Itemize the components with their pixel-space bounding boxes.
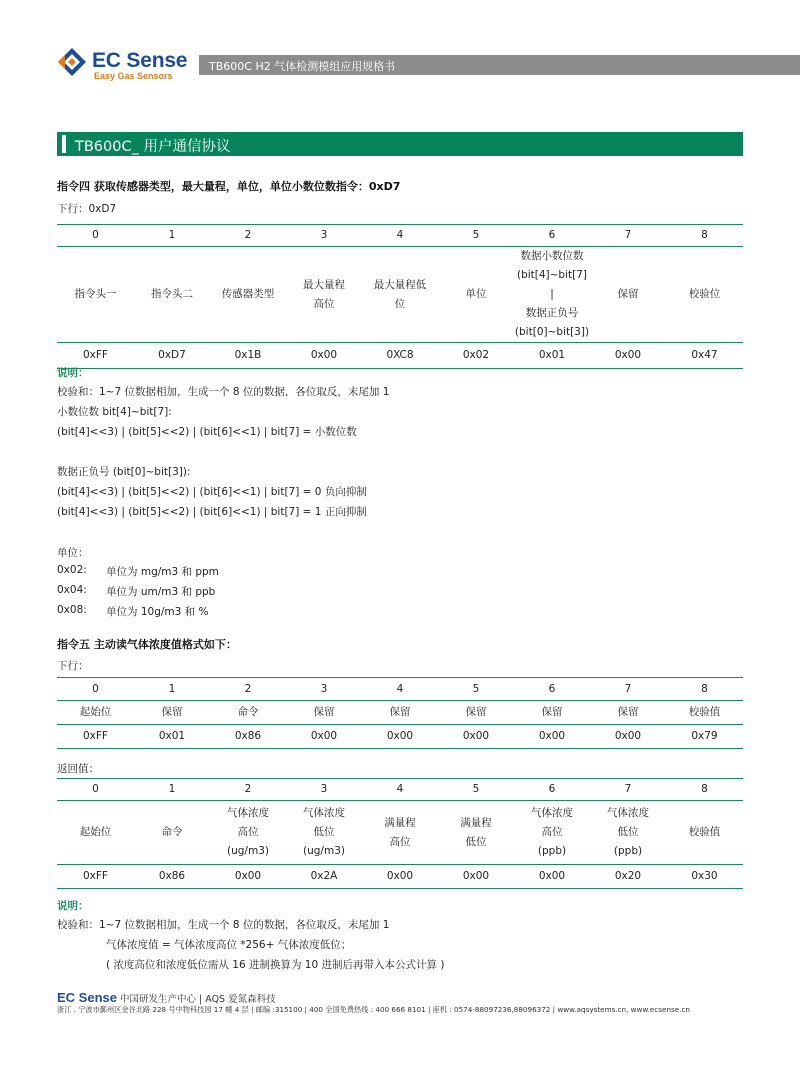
cmd5-down-name-cell: 保留 — [590, 701, 666, 725]
cmd5-down-index-cell: 5 — [438, 678, 514, 701]
cmd4-index-cell: 6 — [514, 225, 590, 247]
cmd4-name-line: 数据正负号 — [525, 307, 579, 319]
cmd4-name-cell — [666, 247, 743, 343]
cmd5-down-value-cell: 0x79 — [666, 725, 743, 749]
cmd5-ret-name-line: 校验值 — [688, 826, 721, 838]
cmd4-name-cell — [438, 247, 514, 343]
cmd5-ret-value-cell: 0xFF — [57, 865, 134, 889]
cmd5-ret-name-cell — [134, 801, 210, 865]
cmd4-name-line: 传感器类型 — [221, 288, 275, 300]
cmd5-ret-name-line: 起始位 — [79, 826, 112, 838]
cmd5-down-index-cell: 2 — [210, 678, 286, 701]
cmd4-name-cell — [286, 247, 362, 343]
cmd5-down-name-cell: 保留 — [362, 701, 438, 725]
cmd4-value-cell: 0xFF — [57, 343, 134, 369]
cmd5-ret-name-cell — [210, 801, 286, 865]
cmd4-value-cell: 0x02 — [438, 343, 514, 369]
cmd4-sign-positive: (bit[4]<<3) | (bit[5]<<2) | (bit[6]<<1) | bit[7] = 1 正向抑制 — [57, 506, 367, 518]
brand-tagline: Easy Gas Sensors — [94, 71, 173, 81]
cmd4-name-cell — [514, 247, 590, 343]
cmd5-ret-index-cell: 8 — [666, 779, 743, 801]
cmd5-ret-name-cell — [590, 801, 666, 865]
cmd5-ret-index-cell: 7 — [590, 779, 666, 801]
cmd5-down-value-cell: 0x86 — [210, 725, 286, 749]
unit-description: 单位为 10g/m3 和 % — [106, 606, 209, 618]
cmd5-ret-name-cell — [286, 801, 362, 865]
cmd5-ret-index-cell: 1 — [134, 779, 210, 801]
cmd5-down-name-cell: 保留 — [286, 701, 362, 725]
cmd5-down-value-cell: 0x01 — [134, 725, 210, 749]
cmd5-down-value-row — [57, 725, 743, 749]
unit-code: 0x02: — [57, 564, 87, 576]
cmd4-name-cell — [362, 247, 438, 343]
unit-code: 0x04: — [57, 584, 87, 596]
cmd5-down-name-cell: 校验值 — [666, 701, 743, 725]
cmd5-ret-name-line: 气体浓度 — [607, 807, 649, 819]
cmd5-ret-name-cell — [666, 801, 743, 865]
cmd4-name-line: (bit[4]~bit[7] | — [516, 269, 588, 300]
cmd5-checksum-line: 校验和：1~7 位数据相加，生成一个 8 位的数据，各位取反，末尾加 1 — [57, 919, 390, 931]
document-title: TB600C H2 气体检测模组应用规格书 — [209, 60, 396, 73]
cmd5-ret-name-line: (ppb) — [613, 845, 643, 857]
cmd5-ret-name-cell — [514, 801, 590, 865]
cmd5-note-label: 说明： — [57, 900, 89, 912]
cmd5-ret-name-line: 低位 — [617, 826, 639, 838]
cmd4-name-cell — [210, 247, 286, 343]
cmd5-ret-name-line: 气体浓度 — [227, 807, 269, 819]
cmd5-down-index-cell: 3 — [286, 678, 362, 701]
footer-brand: EC Sense — [57, 990, 117, 1005]
cmd4-name-line: 高位 — [313, 297, 335, 310]
cmd5-ret-name-line: 满量程 — [384, 816, 416, 829]
cmd4-downlink: 下行：0xD7 — [57, 203, 117, 215]
cmd4-value-cell: 0x47 — [666, 343, 743, 369]
cmd5-ret-name-line: (ug/m3) — [303, 845, 345, 857]
cmd5-down-name-cell: 起始位 — [57, 701, 134, 725]
cmd5-ret-name-line: 高位 — [541, 826, 563, 838]
unit-code: 0x08: — [57, 604, 87, 616]
cmd5-ret-name-line: 低位 — [465, 835, 487, 848]
footer-company — [57, 990, 276, 1005]
cmd4-name-line: 数据小数位数 — [520, 250, 584, 262]
cmd5-ret-value-cell: 0x00 — [362, 865, 438, 889]
cmd5-ret-index-cell: 4 — [362, 779, 438, 801]
cmd5-formula-hint: ( 浓度高位和浓度低位需从 16 进制换算为 10 进制后再带入本公式计算 ) — [106, 959, 445, 971]
cmd5-down-name-cell: 保留 — [134, 701, 210, 725]
cmd4-sign-title: 数据正负号 (bit[0]~bit[3]): — [57, 466, 191, 478]
cmd5-ret-name-cell — [362, 801, 438, 865]
unit-description: 单位为 um/m3 和 ppb — [106, 586, 216, 598]
cmd4-name-line: 指令头一 — [74, 288, 117, 300]
cmd4-value-cell: 0XC8 — [362, 343, 438, 369]
cmd5-downlink: 下行： — [57, 660, 89, 672]
cmd5-down-name-cell: 命令 — [210, 701, 286, 725]
cmd4-name-line: 校验位 — [688, 288, 721, 300]
cmd5-ret-name-line: (ppb) — [537, 845, 567, 857]
footer-address: 浙江 . 宁波市鄞州区金谷北路 228 号中物科技园 17 幢 4 层 | 邮编 :315100 | 400 全国免费热线 : 400 666 8101 | 座机 : 0574-88097236,88096372 | www.aqsystems.cn, www.ecsense.cn — [57, 1005, 690, 1014]
cmd5-ret-value-cell: 0x00 — [514, 865, 590, 889]
cmd5-ret-name-line: 高位 — [237, 826, 259, 838]
cmd5-down-value-cell: 0x00 — [438, 725, 514, 749]
cmd5-ret-value-cell: 0x00 — [210, 865, 286, 889]
cmd4-name-line: 位 — [394, 297, 406, 310]
cmd5-ret-name-line: 气体浓度 — [531, 807, 573, 819]
footer-company-text: 中国研发生产中心 | AQS 爱氮森科技 — [116, 994, 276, 1005]
cmd5-ret-index-cell: 6 — [514, 779, 590, 801]
cmd4-value-cell: 0x00 — [286, 343, 362, 369]
cmd5-ret-name-line: 满量程 — [460, 816, 492, 829]
cmd5-ret-name-line: 气体浓度 — [303, 807, 345, 819]
cmd5-ret-name-line: 低位 — [313, 826, 335, 838]
section-accent — [62, 135, 66, 153]
cmd5-ret-value-cell: 0x00 — [438, 865, 514, 889]
cmd5-down-index-cell: 0 — [57, 678, 134, 701]
cmd5-down-index-row — [57, 678, 743, 701]
cmd5-down-index-cell: 7 — [590, 678, 666, 701]
cmd4-index-cell: 7 — [590, 225, 666, 247]
cmd4-index-cell: 5 — [438, 225, 514, 247]
cmd4-title: 指令四 获取传感器类型，最大量程，单位，单位小数位数指令：0xD7 — [57, 180, 401, 193]
cmd4-index-cell: 4 — [362, 225, 438, 247]
cmd4-name-cell — [134, 247, 210, 343]
cmd4-name-line: 单位 — [465, 288, 487, 300]
cmd5-ret-name-cell — [57, 801, 134, 865]
unit-description: 单位为 mg/m3 和 ppm — [106, 566, 219, 578]
cmd5-down-name-cell: 保留 — [438, 701, 514, 725]
cmd5-ret-name-line: 高位 — [389, 835, 411, 848]
cmd5-ret-value-cell: 0x86 — [134, 865, 210, 889]
cmd4-index-cell: 1 — [134, 225, 210, 247]
cmd5-down-index-cell: 1 — [134, 678, 210, 701]
cmd5-ret-value-cell: 0x20 — [590, 865, 666, 889]
cmd5-down-value-cell: 0x00 — [362, 725, 438, 749]
cmd5-down-value-cell: 0x00 — [286, 725, 362, 749]
cmd4-index-cell: 8 — [666, 225, 743, 247]
cmd5-ret-value-row — [57, 865, 743, 889]
cmd4-decimal-formula: (bit[4]<<3) | (bit[5]<<2) | (bit[6]<<1) | bit[7] = 小数位数 — [57, 426, 357, 438]
cmd4-index-cell: 2 — [210, 225, 286, 247]
cmd4-table — [57, 224, 743, 369]
cmd4-checksum-line: 校验和：1~7 位数据相加，生成一个 8 位的数据，各位取反，末尾加 1 — [57, 386, 390, 398]
brand-name: EC Sense — [92, 49, 188, 72]
cmd5-down-table — [57, 677, 743, 749]
cmd4-value-cell: 0x01 — [514, 343, 590, 369]
cmd4-name-cell — [590, 247, 666, 343]
cmd5-ret-index-cell: 2 — [210, 779, 286, 801]
cmd4-index-cell: 3 — [286, 225, 362, 247]
cmd5-ret-name-cell — [438, 801, 514, 865]
cmd5-down-value-cell: 0x00 — [514, 725, 590, 749]
cmd5-return-label: 返回值： — [57, 763, 99, 775]
section-title: TB600C_ 用户通信协议 — [75, 139, 231, 155]
cmd5-return-table — [57, 778, 743, 889]
cmd4-unit-label: 单位： — [57, 547, 89, 559]
cmd5-ret-name-line: (ug/m3) — [227, 845, 269, 857]
cmd5-ret-index-cell: 5 — [438, 779, 514, 801]
cmd5-ret-index-cell: 3 — [286, 779, 362, 801]
cmd5-ret-index-cell: 0 — [57, 779, 134, 801]
cmd5-ret-index-row — [57, 779, 743, 801]
cmd4-index-cell: 0 — [57, 225, 134, 247]
cmd5-down-index-cell: 8 — [666, 678, 743, 701]
cmd5-down-value-cell: 0xFF — [57, 725, 134, 749]
cmd4-value-cell: 0xD7 — [134, 343, 210, 369]
cmd4-name-line: 最大量程低 — [373, 278, 427, 291]
cmd5-down-name-cell: 保留 — [514, 701, 590, 725]
ec-sense-logo-icon — [57, 47, 87, 77]
cmd5-down-name-row — [57, 701, 743, 725]
cmd4-name-line: 保留 — [617, 288, 639, 300]
cmd4-name-line: (bit[0]~bit[3]) — [514, 326, 590, 338]
cmd4-name-row — [57, 247, 743, 343]
cmd4-name-cell — [57, 247, 134, 343]
cmd4-index-row — [57, 225, 743, 247]
cmd5-ret-value-cell: 0x30 — [666, 865, 743, 889]
cmd4-name-line: 最大量程 — [303, 278, 345, 291]
cmd4-note-label: 说明： — [57, 367, 89, 379]
cmd5-down-index-cell: 6 — [514, 678, 590, 701]
cmd4-value-cell: 0x00 — [590, 343, 666, 369]
cmd5-title: 指令五 主动读气体浓度值格式如下： — [57, 638, 237, 651]
cmd5-down-value-cell: 0x00 — [590, 725, 666, 749]
cmd5-formula-line: 气体浓度值 = 气体浓度高位 *256+ 气体浓度低位； — [106, 939, 352, 951]
cmd4-value-cell: 0x1B — [210, 343, 286, 369]
cmd5-ret-name-row — [57, 801, 743, 865]
cmd4-name-line: 指令头二 — [151, 288, 193, 300]
cmd5-ret-value-cell: 0x2A — [286, 865, 362, 889]
cmd4-decimal-title: 小数位数 bit[4]~bit[7]: — [57, 406, 172, 418]
cmd4-value-row — [57, 343, 743, 369]
cmd5-ret-name-line: 命令 — [161, 826, 183, 838]
cmd4-sign-negative: (bit[4]<<3) | (bit[5]<<2) | (bit[6]<<1) | bit[7] = 0 负向抑制 — [57, 486, 367, 498]
cmd5-down-index-cell: 4 — [362, 678, 438, 701]
